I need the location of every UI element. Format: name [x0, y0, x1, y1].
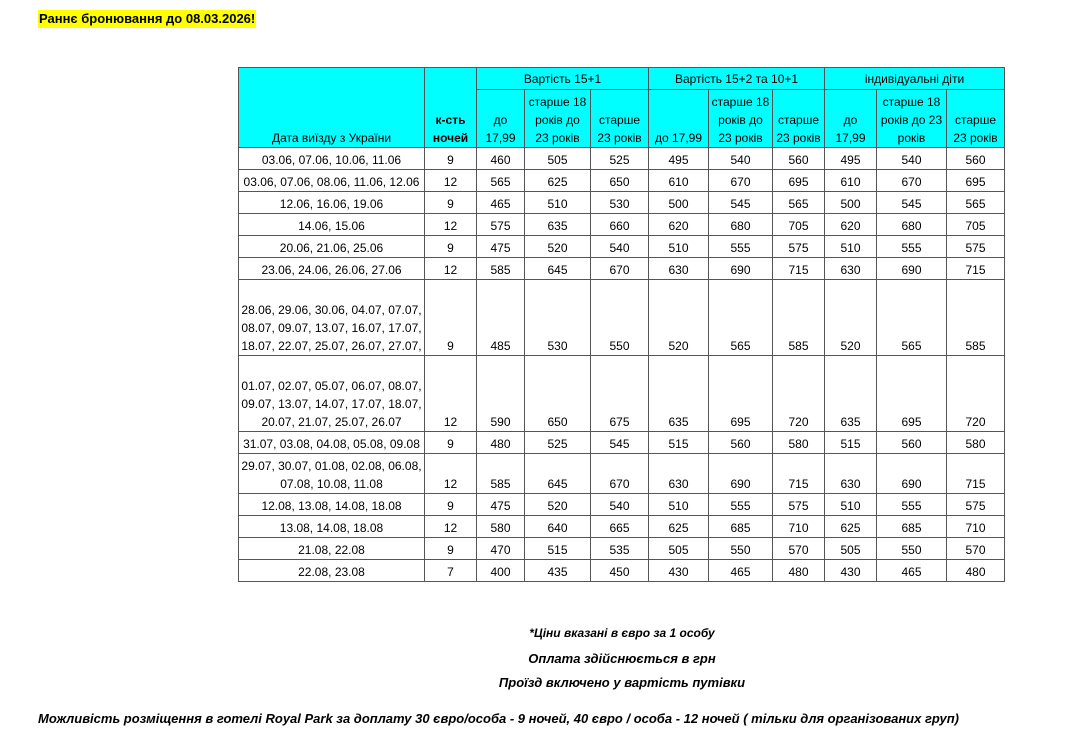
price-cell: 495: [825, 148, 877, 170]
price-cell: 520: [525, 494, 591, 516]
table-row: [239, 280, 1005, 356]
price-cell: 685: [709, 516, 773, 538]
price-cell: 545: [709, 192, 773, 214]
price-cell: 630: [649, 258, 709, 280]
nights-count: 12: [425, 170, 477, 192]
departure-dates: 20.06, 21.06, 25.06: [239, 236, 425, 258]
nights-count: 9: [425, 538, 477, 560]
price-cell: 530: [525, 280, 591, 356]
price-cell: 640: [525, 516, 591, 538]
price-cell: 540: [591, 494, 649, 516]
price-cell: 665: [591, 516, 649, 538]
price-cell: 430: [649, 560, 709, 582]
price-cell: 565: [709, 280, 773, 356]
price-cell: 495: [649, 148, 709, 170]
price-cell: 560: [947, 148, 1005, 170]
table-row: [239, 494, 1005, 516]
price-cell: 575: [947, 236, 1005, 258]
note-travel: Проїзд включено у вартість путівки: [498, 675, 746, 690]
departure-dates: 23.06, 24.06, 26.06, 27.06: [239, 258, 425, 280]
price-cell: 545: [877, 192, 947, 214]
price-cell: 510: [649, 236, 709, 258]
departure-dates: 22.08, 23.08: [239, 560, 425, 582]
price-cell: 555: [709, 236, 773, 258]
price-cell: 550: [709, 538, 773, 560]
price-cell: 525: [525, 432, 591, 454]
price-cell: 500: [649, 192, 709, 214]
price-cell: 430: [825, 560, 877, 582]
price-cell: 625: [649, 516, 709, 538]
price-cell: 565: [773, 192, 825, 214]
price-cell: 515: [649, 432, 709, 454]
table-row: [239, 192, 1005, 214]
price-cell: 580: [947, 432, 1005, 454]
price-cell: 515: [525, 538, 591, 560]
price-cell: 505: [525, 148, 591, 170]
price-cell: 535: [591, 538, 649, 560]
price-cell: 485: [477, 280, 525, 356]
price-cell: 680: [709, 214, 773, 236]
price-cell: 630: [825, 454, 877, 494]
price-cell: 645: [525, 454, 591, 494]
price-cell: 540: [591, 236, 649, 258]
price-cell: 525: [591, 148, 649, 170]
price-cell: 695: [877, 356, 947, 432]
price-cell: 695: [709, 356, 773, 432]
price-cell: 520: [825, 280, 877, 356]
price-cell: 520: [525, 236, 591, 258]
price-cell: 570: [947, 538, 1005, 560]
price-cell: 575: [477, 214, 525, 236]
price-cell: 475: [477, 236, 525, 258]
early-booking-banner: Раннє бронювання до 08.03.2026!: [39, 11, 256, 26]
table-row: [239, 516, 1005, 538]
header-nights: к-сть ночей: [425, 68, 477, 148]
price-cell: 620: [649, 214, 709, 236]
price-cell: 670: [591, 258, 649, 280]
table-row: [239, 258, 1005, 280]
price-cell: 575: [947, 494, 1005, 516]
price-cell: 555: [877, 494, 947, 516]
price-cell: 510: [649, 494, 709, 516]
price-cell: 510: [825, 494, 877, 516]
nights-count: 9: [425, 192, 477, 214]
price-cell: 635: [825, 356, 877, 432]
nights-count: 12: [425, 516, 477, 538]
header-date: Дата виїзду з України: [239, 68, 425, 148]
price-cell: 715: [947, 454, 1005, 494]
header-sub: старше 18 років до 23 років: [877, 90, 947, 148]
price-cell: 715: [773, 258, 825, 280]
departure-dates: 12.06, 16.06, 19.06: [239, 192, 425, 214]
nights-count: 9: [425, 280, 477, 356]
nights-count: 9: [425, 494, 477, 516]
price-cell: 565: [477, 170, 525, 192]
price-cell: 690: [709, 454, 773, 494]
nights-count: 12: [425, 356, 477, 432]
price-cell: 675: [591, 356, 649, 432]
price-cell: 540: [877, 148, 947, 170]
price-cell: 460: [477, 148, 525, 170]
price-cell: 480: [773, 560, 825, 582]
price-cell: 435: [525, 560, 591, 582]
price-table: [238, 67, 1005, 582]
nights-count: 12: [425, 454, 477, 494]
price-cell: 670: [591, 454, 649, 494]
price-cell: 470: [477, 538, 525, 560]
price-cell: 705: [773, 214, 825, 236]
price-cell: 695: [773, 170, 825, 192]
price-cell: 545: [591, 432, 649, 454]
price-cell: 650: [525, 356, 591, 432]
header-sub: до 17,99: [825, 90, 877, 148]
price-cell: 465: [477, 192, 525, 214]
price-cell: 715: [947, 258, 1005, 280]
price-cell: 635: [525, 214, 591, 236]
price-cell: 505: [825, 538, 877, 560]
note-royal-park: Можливість розміщення в готелі Royal Park за доплату 30 євро/особа - 9 ночей, 40 євро / особа - 12 ночей ( тільки для організованих груп): [38, 711, 960, 726]
note-payment: Оплата здійснюється в грн: [528, 651, 716, 666]
price-cell: 620: [825, 214, 877, 236]
price-cell: 580: [477, 516, 525, 538]
price-cell: 480: [947, 560, 1005, 582]
departure-dates: 01.07, 02.07, 05.07, 06.07, 08.07, 09.07, 13.07, 14.07, 17.07, 18.07, 20.07, 21.07, 25.07, 26.07: [239, 356, 425, 432]
price-cell: 450: [591, 560, 649, 582]
price-cell: 705: [947, 214, 1005, 236]
price-cell: 690: [877, 258, 947, 280]
price-cell: 530: [591, 192, 649, 214]
table-row: [239, 214, 1005, 236]
price-cell: 540: [709, 148, 773, 170]
table-row: [239, 454, 1005, 494]
nights-count: 9: [425, 236, 477, 258]
price-cell: 520: [649, 280, 709, 356]
price-cell: 690: [877, 454, 947, 494]
price-cell: 555: [877, 236, 947, 258]
departure-dates: 29.07, 30.07, 01.08, 02.08, 06.08, 07.08, 10.08, 11.08: [239, 454, 425, 494]
price-cell: 560: [773, 148, 825, 170]
price-cell: 400: [477, 560, 525, 582]
price-cell: 560: [877, 432, 947, 454]
price-cell: 465: [709, 560, 773, 582]
price-cell: 585: [947, 280, 1005, 356]
nights-count: 12: [425, 258, 477, 280]
price-cell: 585: [477, 454, 525, 494]
price-cell: 630: [825, 258, 877, 280]
departure-dates: 21.08, 22.08: [239, 538, 425, 560]
price-cell: 715: [773, 454, 825, 494]
price-cell: 690: [709, 258, 773, 280]
note-prices: *Ціни вказані в євро за 1 особу: [529, 626, 715, 640]
header-group-15-2: Вартість 15+2 та 10+1: [649, 68, 825, 90]
price-cell: 720: [773, 356, 825, 432]
price-cell: 645: [525, 258, 591, 280]
header-sub: старше 23 років: [947, 90, 1005, 148]
price-cell: 480: [477, 432, 525, 454]
price-cell: 555: [709, 494, 773, 516]
nights-count: 7: [425, 560, 477, 582]
header-sub: старше 23 років: [773, 90, 825, 148]
header-sub: старше 18 років до 23 років: [525, 90, 591, 148]
price-cell: 685: [877, 516, 947, 538]
header-sub: старше 23 років: [591, 90, 649, 148]
header-group-15-1: Вартість 15+1: [477, 68, 649, 90]
price-cell: 695: [947, 170, 1005, 192]
departure-dates: 03.06, 07.06, 08.06, 11.06, 12.06: [239, 170, 425, 192]
price-cell: 585: [773, 280, 825, 356]
price-cell: 630: [649, 454, 709, 494]
price-cell: 510: [525, 192, 591, 214]
price-cell: 575: [773, 236, 825, 258]
departure-dates: 03.06, 07.06, 10.06, 11.06: [239, 148, 425, 170]
nights-count: 9: [425, 432, 477, 454]
price-cell: 560: [709, 432, 773, 454]
price-cell: 590: [477, 356, 525, 432]
price-cell: 635: [649, 356, 709, 432]
header-sub: до 17,99: [477, 90, 525, 148]
table-row: [239, 170, 1005, 192]
price-cell: 515: [825, 432, 877, 454]
departure-dates: 31.07, 03.08, 04.08, 05.08, 09.08: [239, 432, 425, 454]
header-sub: до 17,99: [649, 90, 709, 148]
price-cell: 660: [591, 214, 649, 236]
price-cell: 720: [947, 356, 1005, 432]
price-cell: 610: [649, 170, 709, 192]
departure-dates: 13.08, 14.08, 18.08: [239, 516, 425, 538]
table-row: [239, 538, 1005, 560]
table-row: [239, 236, 1005, 258]
price-cell: 710: [947, 516, 1005, 538]
price-cell: 650: [591, 170, 649, 192]
price-cell: 625: [825, 516, 877, 538]
header-group-individual: індивідуальні діти: [825, 68, 1005, 90]
price-cell: 565: [877, 280, 947, 356]
table-row: [239, 148, 1005, 170]
price-cell: 475: [477, 494, 525, 516]
header-sub: старше 18 років до 23 років: [709, 90, 773, 148]
price-cell: 680: [877, 214, 947, 236]
price-cell: 575: [773, 494, 825, 516]
price-cell: 510: [825, 236, 877, 258]
nights-count: 9: [425, 148, 477, 170]
price-cell: 670: [709, 170, 773, 192]
table-row: [239, 560, 1005, 582]
price-cell: 570: [773, 538, 825, 560]
price-cell: 550: [877, 538, 947, 560]
price-cell: 585: [477, 258, 525, 280]
price-cell: 565: [947, 192, 1005, 214]
table-row: [239, 356, 1005, 432]
price-cell: 625: [525, 170, 591, 192]
price-cell: 610: [825, 170, 877, 192]
price-cell: 465: [877, 560, 947, 582]
price-cell: 670: [877, 170, 947, 192]
price-cell: 580: [773, 432, 825, 454]
price-cell: 550: [591, 280, 649, 356]
price-cell: 505: [649, 538, 709, 560]
price-cell: 710: [773, 516, 825, 538]
departure-dates: 12.08, 13.08, 14.08, 18.08: [239, 494, 425, 516]
departure-dates: 14.06, 15.06: [239, 214, 425, 236]
nights-count: 12: [425, 214, 477, 236]
departure-dates: 28.06, 29.06, 30.06, 04.07, 07.07, 08.07, 09.07, 13.07, 16.07, 17.07, 18.07, 22.07, 25.07, 26.07, 27.07,: [239, 280, 425, 356]
table-row: [239, 432, 1005, 454]
price-cell: 500: [825, 192, 877, 214]
